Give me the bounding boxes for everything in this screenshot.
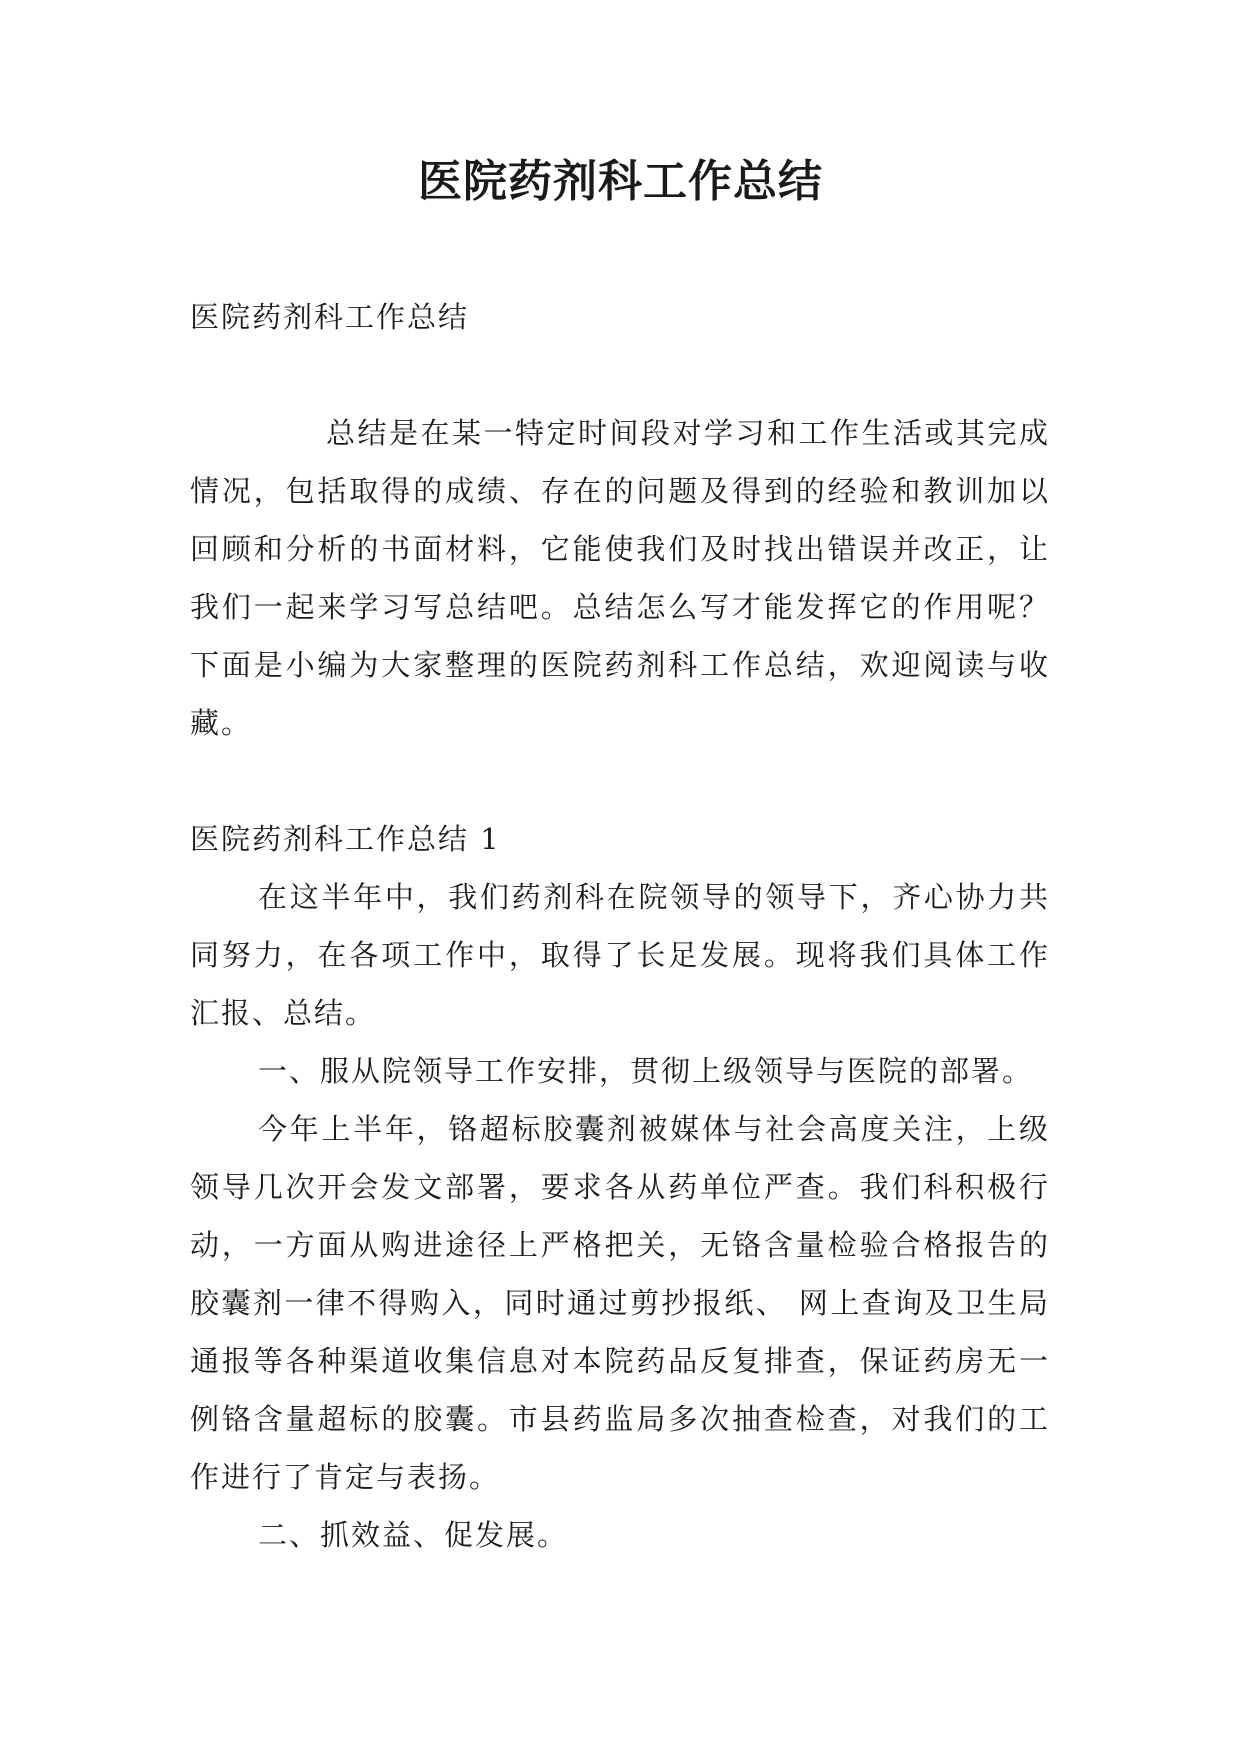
body-paragraph-3: 今年上半年，铬超标胶囊剂被媒体与社会高度关注，上级领导几次开会发文部署，要求各从药单位严查。我们科积极行动，一方面从购进途径上严格把关，无铬含量检验合格报告的胶囊剂一律不得购入，同时通过剪抄报纸、 网上查询及卫生局通报等各种渠道收集信息对本院药品反复排查，保证药房无一例铬含量超标的胶囊。市县药监局多次抽查检查，对我们的工作进行了肯定与表扬。	[190, 1112, 1050, 1494]
body-paragraph-2: 一、服从院领导工作安排，贯彻上级领导与医院的部署。	[258, 1054, 1034, 1088]
document-title: 医院药剂科工作总结	[418, 156, 823, 207]
document-subtitle: 医院药剂科工作总结	[190, 300, 470, 334]
intro-paragraph: 总结是在某一特定时间段对学习和工作生活或其完成情况，包括取得的成绩、存在的问题及得到的经验和教训加以回顾和分析的书面材料，它能使我们及时找出错误并改正，让我们一起来学习写总结吧。总结怎么写才能发挥它的作用呢？下面是小编为大家整理的医院药剂科工作总结，欢迎阅读与收藏。	[190, 416, 1050, 740]
body-paragraph-1: 在这半年中，我们药剂科在院领导的领导下，齐心协力共同努力，在各项工作中，取得了长足发展。现将我们具体工作汇报、总结。	[190, 880, 1050, 1030]
section-heading: 医院药剂科工作总结 1	[190, 822, 501, 856]
document-body	[190, 288, 1050, 1564]
body-paragraph-4: 二、抓效益、促发展。	[258, 1518, 569, 1552]
